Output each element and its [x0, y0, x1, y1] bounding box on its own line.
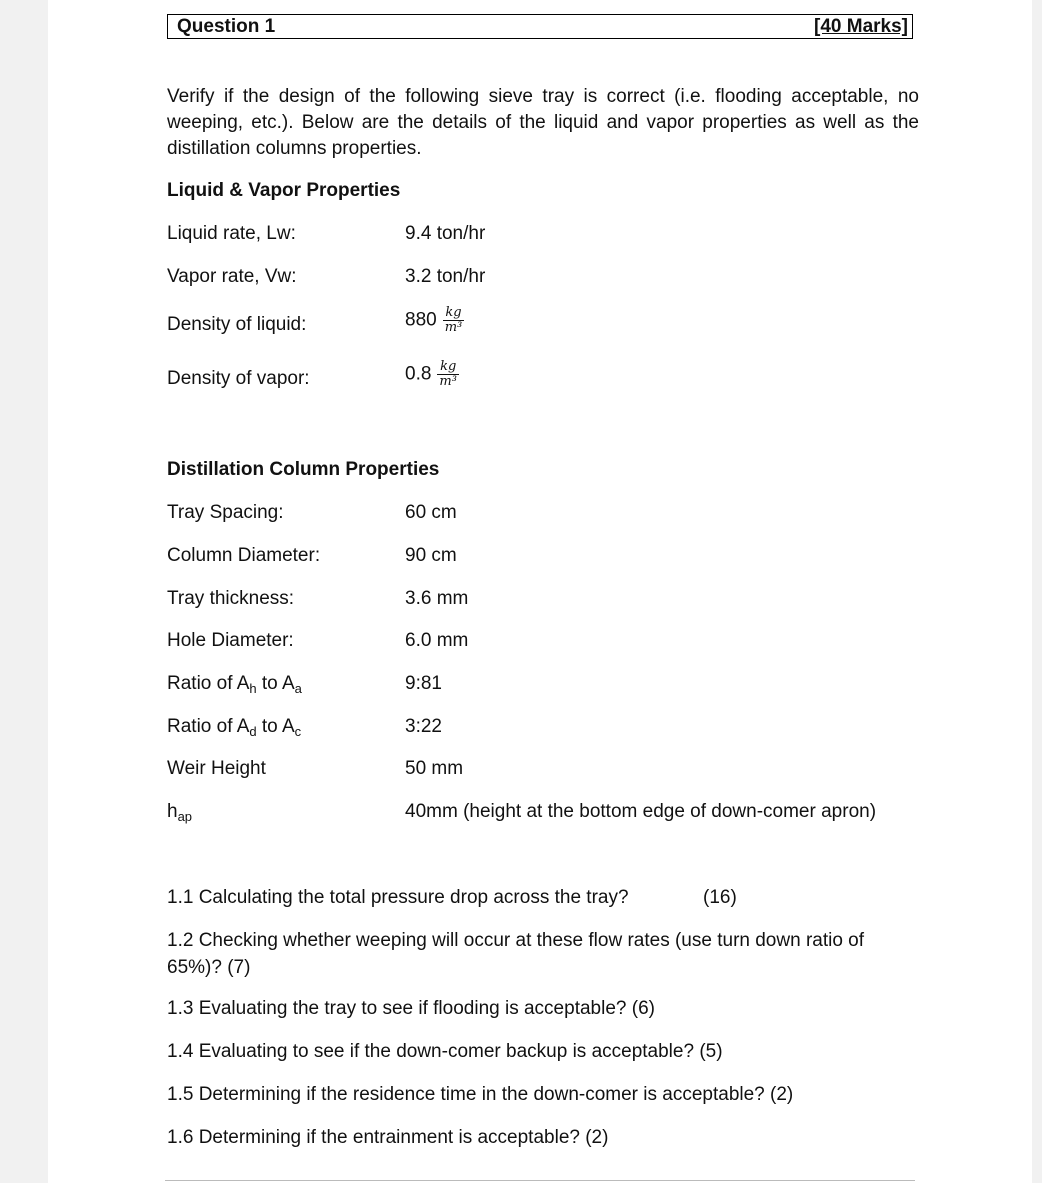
- question-item: 1.2 Checking whether weeping will occur at these flow rates (use turn down ratio of 65%)? (7): [167, 930, 865, 978]
- unit-numerator: kg: [437, 360, 459, 375]
- question-marks: (16): [703, 887, 737, 908]
- property-label: Tray Spacing:: [167, 502, 284, 523]
- property-label: Density of liquid:: [167, 314, 307, 335]
- unit-denominator: m³: [444, 320, 463, 335]
- property-label: [167, 673, 302, 695]
- density-vapor-value: 0.8: [405, 363, 432, 385]
- question-header: [167, 14, 913, 39]
- label-subscript: d: [249, 724, 257, 739]
- intro-paragraph: Verify if the design of the following sieve tray is correct (i.e. flooding acceptable, no weeping, etc.). Below are the details of the liquid and vapor properties as well as the distillation columns properties.: [167, 86, 919, 159]
- property-value: [405, 360, 459, 389]
- property-label: [167, 716, 301, 738]
- label-subscript: ap: [177, 809, 193, 824]
- question-marks: [40 Marks]: [814, 16, 908, 37]
- unit-fraction: [443, 306, 465, 335]
- page-divider: [165, 1180, 915, 1181]
- label-text: Ratio of A: [167, 716, 250, 737]
- question-item: 1.6 Determining if the entrainment is acceptable? (2): [167, 1127, 609, 1148]
- property-value: 9:81: [405, 673, 442, 694]
- property-label: Column Diameter:: [167, 545, 321, 566]
- unit-denominator: m³: [439, 374, 457, 389]
- property-label: [167, 801, 192, 823]
- question-item: 1.5 Determining if the residence time in the down-comer is acceptable? (2): [167, 1084, 794, 1105]
- label-text: h: [167, 801, 178, 822]
- label-text: to A: [256, 716, 295, 737]
- property-value: 3.6 mm: [405, 588, 469, 609]
- label-subscript: h: [249, 681, 257, 696]
- density-liquid-value: 880: [405, 309, 437, 331]
- property-label: Liquid rate, Lw:: [167, 223, 296, 244]
- question-title: Question 1: [177, 16, 276, 37]
- property-label: Hole Diameter:: [167, 630, 294, 651]
- unit-fraction: [437, 360, 459, 389]
- property-value: 6.0 mm: [405, 630, 469, 651]
- question-item: [167, 884, 907, 911]
- label-subscript: a: [294, 681, 302, 696]
- question-item: 1.3 Evaluating the tray to see if flooding is acceptable? (6): [167, 998, 655, 1019]
- label-subscript: c: [294, 724, 302, 739]
- property-value: 3.2 ton/hr: [405, 266, 486, 287]
- property-value: [405, 306, 464, 335]
- property-label: Vapor rate, Vw:: [167, 266, 297, 287]
- property-value: 40mm (height at the bottom edge of down-comer apron): [405, 801, 877, 822]
- unit-numerator: kg: [443, 306, 465, 321]
- property-label: Weir Height: [167, 758, 266, 779]
- property-value: 9.4 ton/hr: [405, 223, 486, 244]
- column-heading: Distillation Column Properties: [167, 459, 440, 480]
- property-value: 90 cm: [405, 545, 457, 566]
- property-value: 3:22: [405, 716, 442, 737]
- property-label: Density of vapor:: [167, 368, 310, 389]
- property-value: 60 cm: [405, 502, 457, 523]
- label-text: Ratio of A: [167, 673, 250, 694]
- label-text: to A: [256, 673, 295, 694]
- property-value: 50 mm: [405, 758, 464, 779]
- liquid-vapor-heading: Liquid & Vapor Properties: [167, 180, 401, 201]
- property-label: Tray thickness:: [167, 588, 295, 609]
- question-item: 1.4 Evaluating to see if the down-comer backup is acceptable? (5): [167, 1041, 723, 1062]
- question-text: 1.1 Calculating the total pressure drop across the tray?: [167, 887, 629, 908]
